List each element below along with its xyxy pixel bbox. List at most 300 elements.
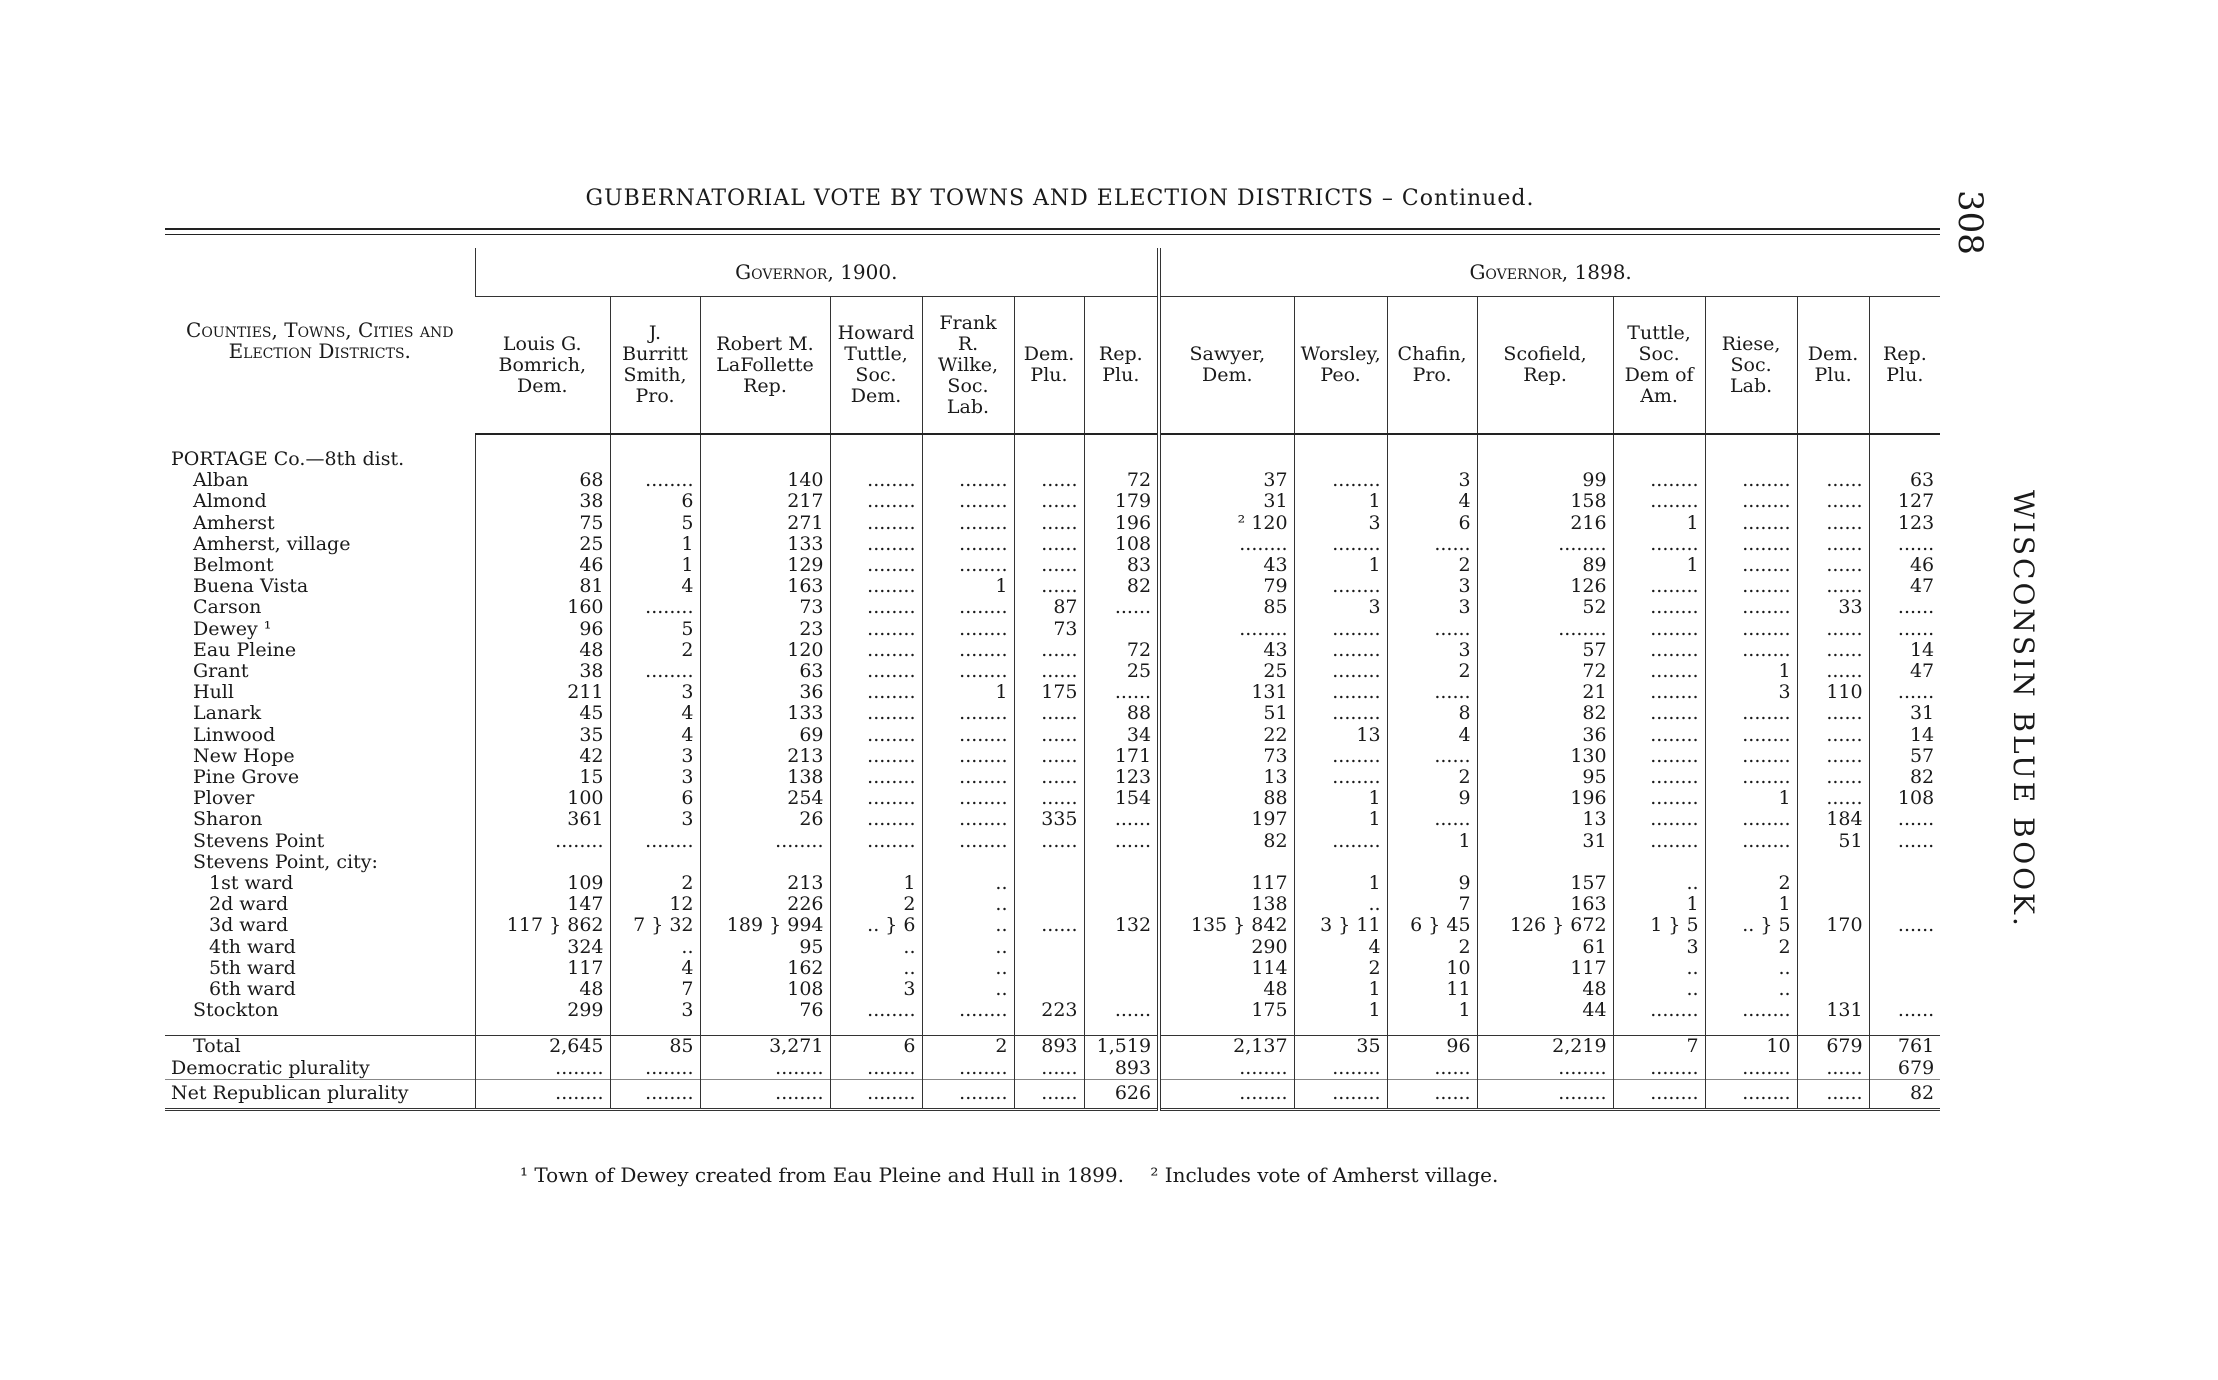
table-cell: 138 — [700, 767, 830, 788]
table-cell: 36 — [1477, 725, 1613, 746]
table-cell: ........ — [1613, 1079, 1705, 1109]
table-cell: ........ — [922, 555, 1014, 576]
column-header: Tuttle, Soc. Dem of Am. — [1613, 297, 1705, 435]
table-cell: 73 — [1159, 746, 1294, 767]
title-rule-thin — [165, 234, 1940, 235]
table-cell: ........ — [922, 513, 1014, 534]
table-cell: 3 — [610, 682, 700, 703]
table-cell: 82 — [1084, 576, 1159, 597]
table-cell: 79 — [1159, 576, 1294, 597]
spacer-cell — [1294, 1021, 1387, 1036]
spacer-row — [165, 434, 1940, 449]
table-cell: 37 — [1159, 470, 1294, 491]
table-cell: 175 — [1159, 1000, 1294, 1021]
table-cell: 38 — [475, 491, 610, 512]
table-cell: 57 — [1869, 746, 1940, 767]
table-cell: ...... — [1014, 640, 1084, 661]
table-cell: 196 — [1477, 788, 1613, 809]
table-cell: ........ — [1705, 1058, 1797, 1080]
table-cell: ........ — [1613, 746, 1705, 767]
table-cell: ........ — [830, 576, 922, 597]
table-cell: ........ — [830, 1000, 922, 1021]
table-cell: ........ — [830, 640, 922, 661]
table-cell: ...... — [1084, 809, 1159, 830]
table-cell: ........ — [1294, 534, 1387, 555]
table-cell: 45 — [475, 703, 610, 724]
table-cell: 82 — [1869, 1079, 1940, 1109]
table-cell: 3 — [610, 746, 700, 767]
table-cell: ...... — [1869, 809, 1940, 830]
table-cell: 1 — [1294, 788, 1387, 809]
spacer-cell — [1705, 1021, 1797, 1036]
table-cell: 51 — [1797, 831, 1869, 852]
table-cell: 223 — [1014, 1000, 1084, 1021]
table-row — [165, 534, 1940, 555]
table-cell: ........ — [1613, 619, 1705, 640]
table-cell — [1294, 449, 1387, 470]
table-cell: 158 — [1477, 491, 1613, 512]
vote-table — [165, 248, 1940, 1111]
table-cell: 1 — [610, 534, 700, 555]
table-cell: ........ — [1705, 1079, 1797, 1109]
spacer-cell — [1869, 1021, 1940, 1036]
table-cell: 117 — [475, 958, 610, 979]
table-cell: 35 — [1294, 1036, 1387, 1058]
table-cell: ...... — [1869, 534, 1940, 555]
spacer-cell — [700, 1021, 830, 1036]
table-cell: 217 — [700, 491, 830, 512]
table-cell: 133 — [700, 703, 830, 724]
table-cell: 3 — [610, 1000, 700, 1021]
table-cell: 26 — [700, 809, 830, 830]
table-cell: 6 } 45 — [1387, 915, 1477, 936]
table-cell: 3 — [1387, 576, 1477, 597]
table-cell: 43 — [1159, 640, 1294, 661]
table-cell: 21 — [1477, 682, 1613, 703]
table-cell: ........ — [830, 746, 922, 767]
table-cell: ...... — [1797, 534, 1869, 555]
table-row — [165, 1036, 1940, 1058]
table-cell — [1014, 937, 1084, 958]
spacer-cell — [1797, 434, 1869, 449]
table-cell: 6 — [610, 788, 700, 809]
table-cell: 893 — [1084, 1058, 1159, 1080]
table-cell: ........ — [475, 1058, 610, 1080]
table-row — [165, 1000, 1940, 1021]
table-cell: .. — [922, 915, 1014, 936]
table-cell: ........ — [1294, 640, 1387, 661]
table-cell: 163 — [1477, 894, 1613, 915]
table-cell: ........ — [1477, 534, 1613, 555]
table-cell: 117 } 862 — [475, 915, 610, 936]
table-cell: 31 — [1869, 703, 1940, 724]
table-cell: 175 — [1014, 682, 1084, 703]
table-cell: 48 — [1477, 979, 1613, 1000]
group-header-1898: Governor, 1898. — [1159, 248, 1940, 297]
table-cell: ........ — [1705, 725, 1797, 746]
table-cell — [1477, 449, 1613, 470]
table-row — [165, 788, 1940, 809]
table-cell: ........ — [830, 661, 922, 682]
table-cell: 2 — [610, 640, 700, 661]
table-cell: ........ — [1613, 725, 1705, 746]
table-cell: ........ — [1477, 619, 1613, 640]
row-label: Alban — [193, 469, 249, 492]
table-cell: 626 — [1084, 1079, 1159, 1109]
table-cell: 10 — [1705, 1036, 1797, 1058]
table-cell: 82 — [1477, 703, 1613, 724]
spacer-cell — [1159, 1021, 1294, 1036]
table-cell: .. — [1613, 958, 1705, 979]
table-cell — [1869, 852, 1940, 873]
table-cell: ...... — [1797, 661, 1869, 682]
row-label: Stockton — [193, 999, 279, 1022]
row-label: 5th ward — [209, 956, 296, 979]
table-cell: ...... — [1387, 682, 1477, 703]
spacer-cell — [922, 1021, 1014, 1036]
row-label: 3d ward — [209, 914, 289, 937]
table-cell: ........ — [1477, 1058, 1613, 1080]
table-cell: 123 — [1084, 767, 1159, 788]
table-cell: 42 — [475, 746, 610, 767]
table-cell: ........ — [1705, 513, 1797, 534]
table-cell: 6 — [1387, 513, 1477, 534]
table-cell — [1014, 852, 1084, 873]
table-cell: 1 — [1294, 979, 1387, 1000]
spacer-cell — [1477, 1021, 1613, 1036]
table-cell: 15 — [475, 767, 610, 788]
table-cell: 1,519 — [1084, 1036, 1159, 1058]
row-label: Amherst, village — [193, 532, 351, 555]
table-cell: 3 — [1387, 470, 1477, 491]
table-cell: 69 — [700, 725, 830, 746]
table-cell: 1 — [1294, 1000, 1387, 1021]
table-cell: 3 — [1387, 597, 1477, 618]
table-cell: 13 — [1477, 809, 1613, 830]
table-cell: 893 — [1014, 1036, 1084, 1058]
table-cell: 3,271 — [700, 1036, 830, 1058]
table-cell: ........ — [830, 619, 922, 640]
table-cell: ........ — [1159, 1079, 1294, 1109]
row-label: Belmont — [193, 554, 274, 577]
table-cell: ² 120 — [1159, 513, 1294, 534]
table-cell: 14 — [1869, 640, 1940, 661]
table-cell — [1084, 979, 1159, 1000]
spacer-cell — [1477, 434, 1613, 449]
spacer-cell — [1869, 434, 1940, 449]
table-cell — [1084, 449, 1159, 470]
table-cell: ........ — [1705, 576, 1797, 597]
table-cell: ........ — [922, 619, 1014, 640]
table-cell: 35 — [475, 725, 610, 746]
table-cell: 72 — [1084, 470, 1159, 491]
table-cell: 1 — [1294, 491, 1387, 512]
table-cell — [1797, 894, 1869, 915]
table-cell: 163 — [700, 576, 830, 597]
table-cell: ........ — [1705, 555, 1797, 576]
table-row — [165, 1058, 1940, 1080]
row-label: Plover — [193, 787, 255, 810]
table-cell: ...... — [1387, 619, 1477, 640]
table-cell: ........ — [1613, 682, 1705, 703]
table-cell: ...... — [1387, 534, 1477, 555]
footnote-2: ² Includes vote of Amherst village. — [1150, 1163, 1499, 1187]
table-cell: ...... — [1797, 703, 1869, 724]
table-cell: 8 — [1387, 703, 1477, 724]
table-cell: ........ — [1705, 1000, 1797, 1021]
table-cell: ........ — [830, 597, 922, 618]
table-cell: 76 — [700, 1000, 830, 1021]
table-cell: 72 — [1084, 640, 1159, 661]
table-cell: 46 — [1869, 555, 1940, 576]
table-cell: 82 — [1869, 767, 1940, 788]
row-label: Stevens Point, city: — [193, 850, 378, 873]
table-cell — [1797, 449, 1869, 470]
table-cell: 11 — [1387, 979, 1477, 1000]
spacer-cell — [165, 1021, 475, 1036]
table-cell: ...... — [1014, 703, 1084, 724]
table-cell: ...... — [1797, 555, 1869, 576]
table-cell: 216 — [1477, 513, 1613, 534]
table-cell: 226 — [700, 894, 830, 915]
table-cell: ........ — [1705, 534, 1797, 555]
table-cell: ........ — [830, 1058, 922, 1080]
table-cell: ........ — [830, 470, 922, 491]
table-cell: .. — [922, 958, 1014, 979]
table-cell: ........ — [1294, 576, 1387, 597]
table-cell: 1 } 5 — [1613, 915, 1705, 936]
table-cell: ...... — [1014, 725, 1084, 746]
table-cell: 290 — [1159, 937, 1294, 958]
table-cell: .. } 6 — [830, 915, 922, 936]
table-cell: ........ — [1294, 682, 1387, 703]
table-cell: ........ — [1159, 1058, 1294, 1080]
row-label: Hull — [193, 681, 234, 704]
table-cell: 1 — [1613, 513, 1705, 534]
table-cell: ........ — [700, 1058, 830, 1080]
row-label: Stevens Point — [193, 829, 325, 852]
spacer-cell — [1084, 434, 1159, 449]
table-cell: 1 — [830, 873, 922, 894]
table-cell: 9 — [1387, 788, 1477, 809]
table-cell: ........ — [1705, 640, 1797, 661]
table-cell: 3 } 11 — [1294, 915, 1387, 936]
table-cell: 43 — [1159, 555, 1294, 576]
table-cell — [1084, 852, 1159, 873]
table-cell: 13 — [1159, 767, 1294, 788]
row-label: PORTAGE Co.—8th dist. — [171, 448, 405, 470]
table-cell: 88 — [1159, 788, 1294, 809]
row-label: Net Republican plurality — [165, 1079, 475, 1109]
row-label: Sharon — [193, 808, 263, 831]
row-label: Amherst — [193, 511, 275, 534]
table-cell: ........ — [1705, 470, 1797, 491]
table-cell — [1014, 873, 1084, 894]
table-cell: 52 — [1477, 597, 1613, 618]
table-cell: 1 — [1294, 873, 1387, 894]
table-cell — [1014, 958, 1084, 979]
table-cell: 1 — [1705, 788, 1797, 809]
table-row — [165, 513, 1940, 534]
table-cell: ...... — [1387, 746, 1477, 767]
row-label: 2d ward — [209, 893, 289, 916]
table-cell: .. — [1613, 979, 1705, 1000]
table-cell: 108 — [1084, 534, 1159, 555]
table-cell: ...... — [1869, 831, 1940, 852]
table-cell — [1797, 873, 1869, 894]
table-cell: 95 — [700, 937, 830, 958]
table-cell: ........ — [1705, 597, 1797, 618]
table-row — [165, 597, 1940, 618]
spacer-cell — [700, 434, 830, 449]
table-cell: ........ — [1159, 534, 1294, 555]
row-label: Linwood — [193, 723, 276, 746]
table-cell: 197 — [1159, 809, 1294, 830]
table-cell: ........ — [830, 491, 922, 512]
table-cell: 95 — [1477, 767, 1613, 788]
table-cell — [1797, 852, 1869, 873]
group-header-1900: Governor, 1900. — [475, 248, 1159, 297]
table-cell: 120 — [700, 640, 830, 661]
table-cell: 48 — [475, 640, 610, 661]
table-cell — [1084, 619, 1159, 640]
table-cell: 170 — [1797, 915, 1869, 936]
table-cell: 2,645 — [475, 1036, 610, 1058]
table-cell — [1869, 449, 1940, 470]
table-cell: 9 — [1387, 873, 1477, 894]
table-cell: ........ — [830, 788, 922, 809]
table-cell: .. } 5 — [1705, 915, 1797, 936]
table-row — [165, 873, 1940, 894]
table-row — [165, 491, 1940, 512]
table-cell: ........ — [922, 725, 1014, 746]
spacer-cell — [1084, 1021, 1159, 1036]
table-cell: ........ — [610, 831, 700, 852]
table-cell: 154 — [1084, 788, 1159, 809]
table-cell: 2 — [830, 894, 922, 915]
table-cell: 81 — [475, 576, 610, 597]
table-cell: ........ — [1613, 597, 1705, 618]
table-cell: ........ — [610, 470, 700, 491]
table-cell — [1387, 449, 1477, 470]
table-cell: 2 — [922, 1036, 1014, 1058]
table-cell: ........ — [1705, 746, 1797, 767]
table-row — [165, 831, 1940, 852]
table-cell: 1 — [922, 576, 1014, 597]
table-cell: 1 — [1387, 831, 1477, 852]
table-cell: ........ — [1613, 1058, 1705, 1080]
table-cell: 133 — [700, 534, 830, 555]
spacer-cell — [1387, 434, 1477, 449]
table-cell: 131 — [1159, 682, 1294, 703]
table-cell — [1387, 852, 1477, 873]
table-cell: 179 — [1084, 491, 1159, 512]
table-cell: 10 — [1387, 958, 1477, 979]
row-label: Almond — [193, 490, 267, 513]
spacer-cell — [922, 434, 1014, 449]
table-cell: ...... — [1797, 470, 1869, 491]
table-cell: 7 — [1613, 1036, 1705, 1058]
table-cell: 1 — [1387, 1000, 1477, 1021]
table-cell: 100 — [475, 788, 610, 809]
table-cell — [1705, 449, 1797, 470]
table-cell: 171 — [1084, 746, 1159, 767]
table-cell: 324 — [475, 937, 610, 958]
spacer-cell — [1294, 434, 1387, 449]
table-cell: .. — [1705, 979, 1797, 1000]
table-cell: ...... — [1014, 555, 1084, 576]
table-cell: 117 — [1159, 873, 1294, 894]
spacer-row — [165, 1021, 1940, 1036]
table-cell — [830, 852, 922, 873]
table-cell: 4 — [610, 703, 700, 724]
table-cell: ........ — [1613, 491, 1705, 512]
table-cell: .. — [1294, 894, 1387, 915]
table-cell: 138 — [1159, 894, 1294, 915]
row-heading: Counties, Towns, Cities and Election Districts. — [186, 318, 454, 363]
table-cell: .. — [922, 894, 1014, 915]
table-cell: ........ — [610, 661, 700, 682]
table-cell: 108 — [700, 979, 830, 1000]
table-cell: ........ — [1294, 703, 1387, 724]
table-cell: 4 — [610, 725, 700, 746]
table-cell: ........ — [922, 470, 1014, 491]
table-cell: 114 — [1159, 958, 1294, 979]
table-cell: 109 — [475, 873, 610, 894]
table-cell: ...... — [1014, 491, 1084, 512]
table-cell: ........ — [1613, 470, 1705, 491]
table-cell: ...... — [1797, 1079, 1869, 1109]
table-cell: 7 — [610, 979, 700, 1000]
table-cell: 3 — [1705, 682, 1797, 703]
row-label: Lanark — [193, 702, 262, 725]
table-cell: 3 — [610, 809, 700, 830]
table-cell: 3 — [1387, 640, 1477, 661]
table-cell: 87 — [1014, 597, 1084, 618]
table-cell: 2 — [1387, 661, 1477, 682]
table-row — [165, 682, 1940, 703]
column-header: Frank R. Wilke, Soc. Lab. — [922, 297, 1014, 435]
table-cell: 130 — [1477, 746, 1613, 767]
table-cell: ...... — [1014, 915, 1084, 936]
table-cell: ........ — [922, 788, 1014, 809]
table-cell: ...... — [1797, 576, 1869, 597]
table-cell: 34 — [1084, 725, 1159, 746]
table-cell — [610, 449, 700, 470]
table-cell: 1 — [1613, 894, 1705, 915]
table-cell: 127 — [1869, 491, 1940, 512]
table-cell: ........ — [1294, 661, 1387, 682]
table-cell: 126 } 672 — [1477, 915, 1613, 936]
table-cell: ...... — [1014, 1058, 1084, 1080]
table-cell: 123 — [1869, 513, 1940, 534]
table-row — [165, 619, 1940, 640]
table-cell: 184 — [1797, 809, 1869, 830]
table-cell: 162 — [700, 958, 830, 979]
spacer-cell — [830, 1021, 922, 1036]
table-cell: ...... — [1014, 1079, 1084, 1109]
table-cell: ...... — [1797, 640, 1869, 661]
table-cell: 271 — [700, 513, 830, 534]
table-cell: ........ — [1705, 831, 1797, 852]
table-cell: ........ — [922, 640, 1014, 661]
table-cell — [1014, 449, 1084, 470]
table-cell: 3 — [830, 979, 922, 1000]
table-cell: ........ — [830, 831, 922, 852]
table-cell: ...... — [1797, 513, 1869, 534]
row-label: New Hope — [193, 744, 295, 767]
table-cell: 1 — [1613, 555, 1705, 576]
